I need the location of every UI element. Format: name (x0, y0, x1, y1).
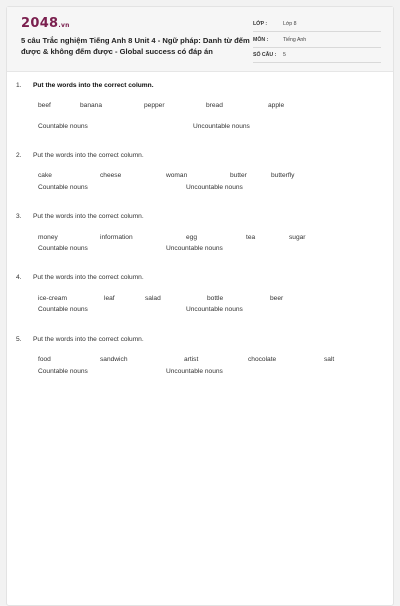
meta-subject (253, 35, 381, 48)
word-chip[interactable]: beer (270, 295, 284, 302)
countable-column[interactable]: Countable nouns (38, 306, 88, 313)
word-chip[interactable]: beef (38, 102, 51, 109)
word-chip[interactable]: salt (324, 356, 335, 363)
uncountable-column[interactable]: Uncountable nouns (166, 245, 223, 252)
word-chip[interactable]: bottle (207, 295, 224, 302)
word-chip[interactable]: sugar (289, 234, 306, 241)
logo-tld: .vn (58, 22, 70, 29)
question-number: 1. (16, 82, 22, 89)
word-chip[interactable]: information (100, 234, 133, 241)
logo-number: 2048 (21, 16, 59, 31)
word-chip[interactable]: bread (206, 102, 223, 109)
countable-column[interactable]: Countable nouns (38, 245, 88, 252)
word-chip[interactable]: butter (230, 172, 247, 179)
document-title: 5 câu Trắc nghiệm Tiếng Anh 8 Unit 4 - Ngữ pháp: Danh từ đếm được & không đếm được - Global success có đáp án (21, 36, 250, 56)
worksheet-header (7, 7, 393, 72)
countable-column[interactable]: Countable nouns (38, 184, 88, 191)
countable-column[interactable]: Countable nouns (38, 123, 88, 130)
word-chip[interactable]: artist (184, 356, 199, 363)
meta-grade-value: Lớp 8 (283, 21, 297, 27)
uncountable-column[interactable]: Uncountable nouns (193, 123, 250, 130)
question-number: 2. (16, 152, 22, 159)
word-chip[interactable]: pepper (144, 102, 165, 109)
meta-grade-label: LỚP : (253, 21, 268, 27)
word-chip[interactable]: ice-cream (38, 295, 67, 302)
question-prompt: Put the words into the correct column. (33, 82, 154, 89)
meta-question-count-label: SỐ CÂU : (253, 52, 277, 58)
meta-grade (253, 19, 381, 32)
word-chip[interactable]: apple (268, 102, 285, 109)
word-chip[interactable]: sandwich (100, 356, 128, 363)
uncountable-column[interactable]: Uncountable nouns (186, 184, 243, 191)
word-chip[interactable]: leaf (104, 295, 115, 302)
word-chip[interactable]: money (38, 234, 58, 241)
word-chip[interactable]: woman (166, 172, 188, 179)
question-number: 3. (16, 213, 22, 220)
word-chip[interactable]: cheese (100, 172, 122, 179)
word-chip[interactable]: egg (186, 234, 198, 241)
meta-subject-label: MÔN : (253, 37, 269, 43)
site-logo[interactable] (21, 16, 70, 31)
question-prompt: Put the words into the correct column. (33, 274, 144, 281)
uncountable-column[interactable]: Uncountable nouns (186, 306, 243, 313)
question-number: 5. (16, 336, 22, 343)
word-chip[interactable]: tea (246, 234, 256, 241)
question-prompt: Put the words into the correct column. (33, 213, 144, 220)
question-prompt: Put the words into the correct column. (33, 336, 144, 343)
meta-subject-value: Tiếng Anh (283, 37, 307, 43)
question-number: 4. (16, 274, 22, 281)
meta-question-count (253, 50, 381, 63)
countable-column[interactable]: Countable nouns (38, 368, 88, 375)
question-prompt: Put the words into the correct column. (33, 152, 144, 159)
word-chip[interactable]: butterfly (271, 172, 295, 179)
word-chip[interactable]: chocolate (248, 356, 277, 363)
uncountable-column[interactable]: Uncountable nouns (166, 368, 223, 375)
word-chip[interactable]: banana (80, 102, 103, 109)
meta-question-count-value: 5 (283, 52, 286, 58)
word-chip[interactable]: salad (145, 295, 161, 302)
word-chip[interactable]: food (38, 356, 51, 363)
word-chip[interactable]: cake (38, 172, 52, 179)
